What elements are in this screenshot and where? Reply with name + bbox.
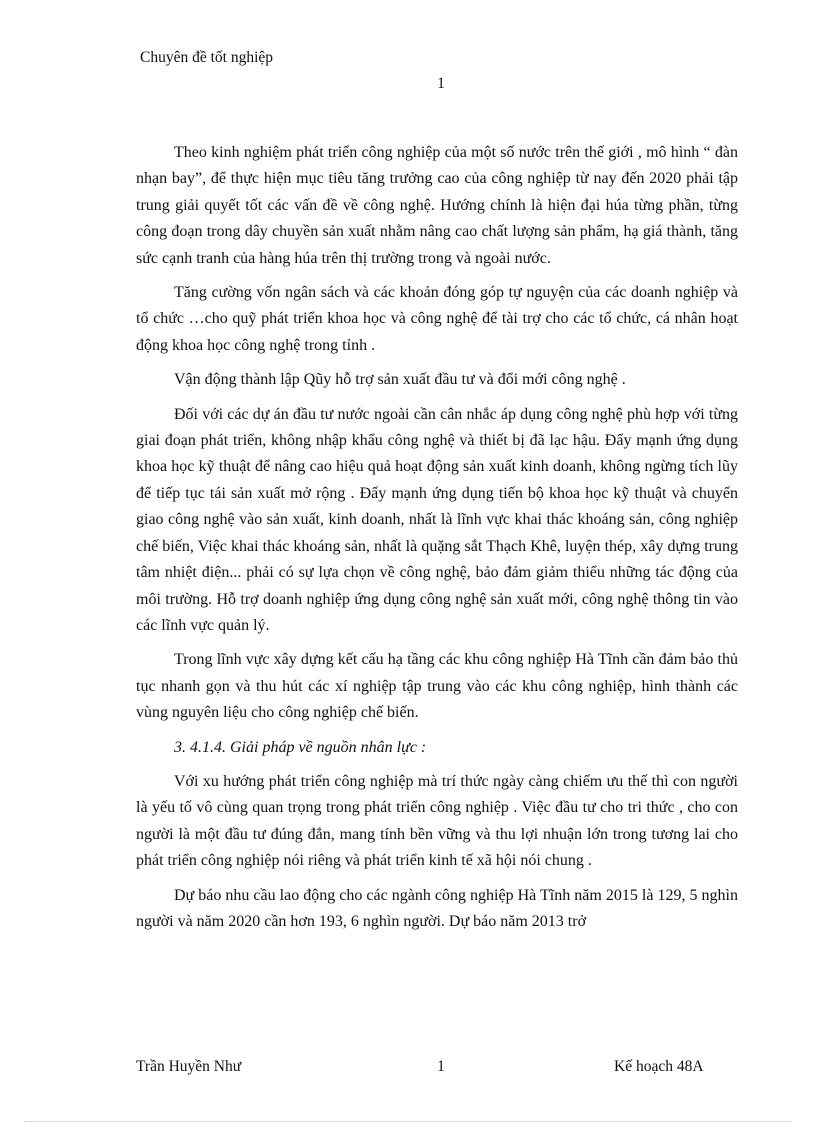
header-page-number: 1 xyxy=(437,75,445,92)
footer-plan: Kế hoạch 48A xyxy=(614,1058,704,1075)
header-title: Chuyên đề tốt nghiệp xyxy=(140,49,274,66)
paragraph: Vận động thành lập Qũy hỗ trợ sản xuất đầu tư và đổi mới công nghệ . xyxy=(174,371,626,389)
paragraph: Tăng cường vốn ngân sách và các khoản đóng góp tự nguyện của các doanh nghiệp và tổ chức …cho quỹ phát triển khoa học và công nghệ để tài trợ cho các tổ chức, cá nhân hoạt động khoa học công nghệ trong tỉnh . xyxy=(136,284,738,354)
paragraph: Với xu hướng phát triển công nghiệp mà trí thức ngày càng chiếm ưu thế thì con người là yếu tố vô cùng quan trọng trong phát triển công nghiệp . Việc đầu tư cho tri thức , cho con người là một đầu tư đúng đắn, mang tính bền vững và thu lợi nhuận lớn trong tương lai cho phát triển công nghiệp nói riêng và phát triển kinh tế xã hội nói chung . xyxy=(136,772,738,870)
body-text xyxy=(136,140,738,943)
footer-author: Trần Huyền Như xyxy=(136,1058,242,1075)
page-footer xyxy=(0,1056,816,1078)
paragraph: Theo kinh nghiệm phát triển công nghiệp của một số nước trên thế giới , mô hình “ đàn nhạn bay”, để thực hiện mục tiêu tăng trưởng cao của công nghiệp từ nay đến 2020 phải tập trung giải quyết tốt các vấn đề về công nghệ. Hướng chính là hiện đại húa từng phần, từng công đoạn trong dây chuyền sản xuất nhằm nâng cao chất lượng sản phẩm, hạ giá thành, tăng sức cạnh tranh của hàng húa trên thị trường trong và ngoài nước. xyxy=(136,144,738,267)
page-edge-divider xyxy=(24,1121,792,1122)
footer-page-number: 1 xyxy=(437,1058,445,1075)
paragraph: Đối với các dự án đầu tư nước ngoài cần cân nhắc áp dụng công nghệ phù hợp với từng giai đoạn phát triển, không nhập khẩu công nghệ và thiết bị đã lạc hậu. Đẩy mạnh ứng dụng khoa học kỹ thuật để nâng cao hiệu quả hoạt động sản xuất kinh doanh, không ngừng tích lũy để tiếp tục tái sản xuất mở rộng . Đẩy mạnh ứng dụng tiến bộ khoa học kỹ thuật và chuyển giao công nghệ vào sản xuất, kinh doanh, nhất là lĩnh vực khai thác khoáng sản, công nghiệp chế biến, Việc khai thác khoáng sản, nhất là quặng sắt Thạch Khê, luyện thép, xây dựng trung tâm nhiệt điện... phải có sự lựa chọn về công nghệ, bảo đảm giảm thiểu những tác động của môi trường. Hỗ trợ doanh nghiệp ứng dụng công nghệ sản xuất mới, công nghệ thông tin vào các lĩnh vực quản lý. xyxy=(136,405,738,634)
paragraph: Trong lĩnh vực xây dựng kết cấu hạ tầng các khu công nghiệp Hà Tĩnh cần đảm bảo thủ tục nhanh gọn và thu hút các xí nghiệp tập trung vào các khu công nghiệp, hình thành các vùng nguyên liệu cho công nghiệp chế biến. xyxy=(136,651,738,722)
paragraph: Dự báo nhu cầu lao động cho các ngành công nghiệp Hà Tĩnh năm 2015 là 129, 5 nghìn người và năm 2020 cần hơn 193, 6 nghìn người. Dự báo năm 2013 trở xyxy=(136,886,738,930)
section-heading: 3. 4.1.4. Giải pháp về nguồn nhân lực : xyxy=(174,738,427,756)
